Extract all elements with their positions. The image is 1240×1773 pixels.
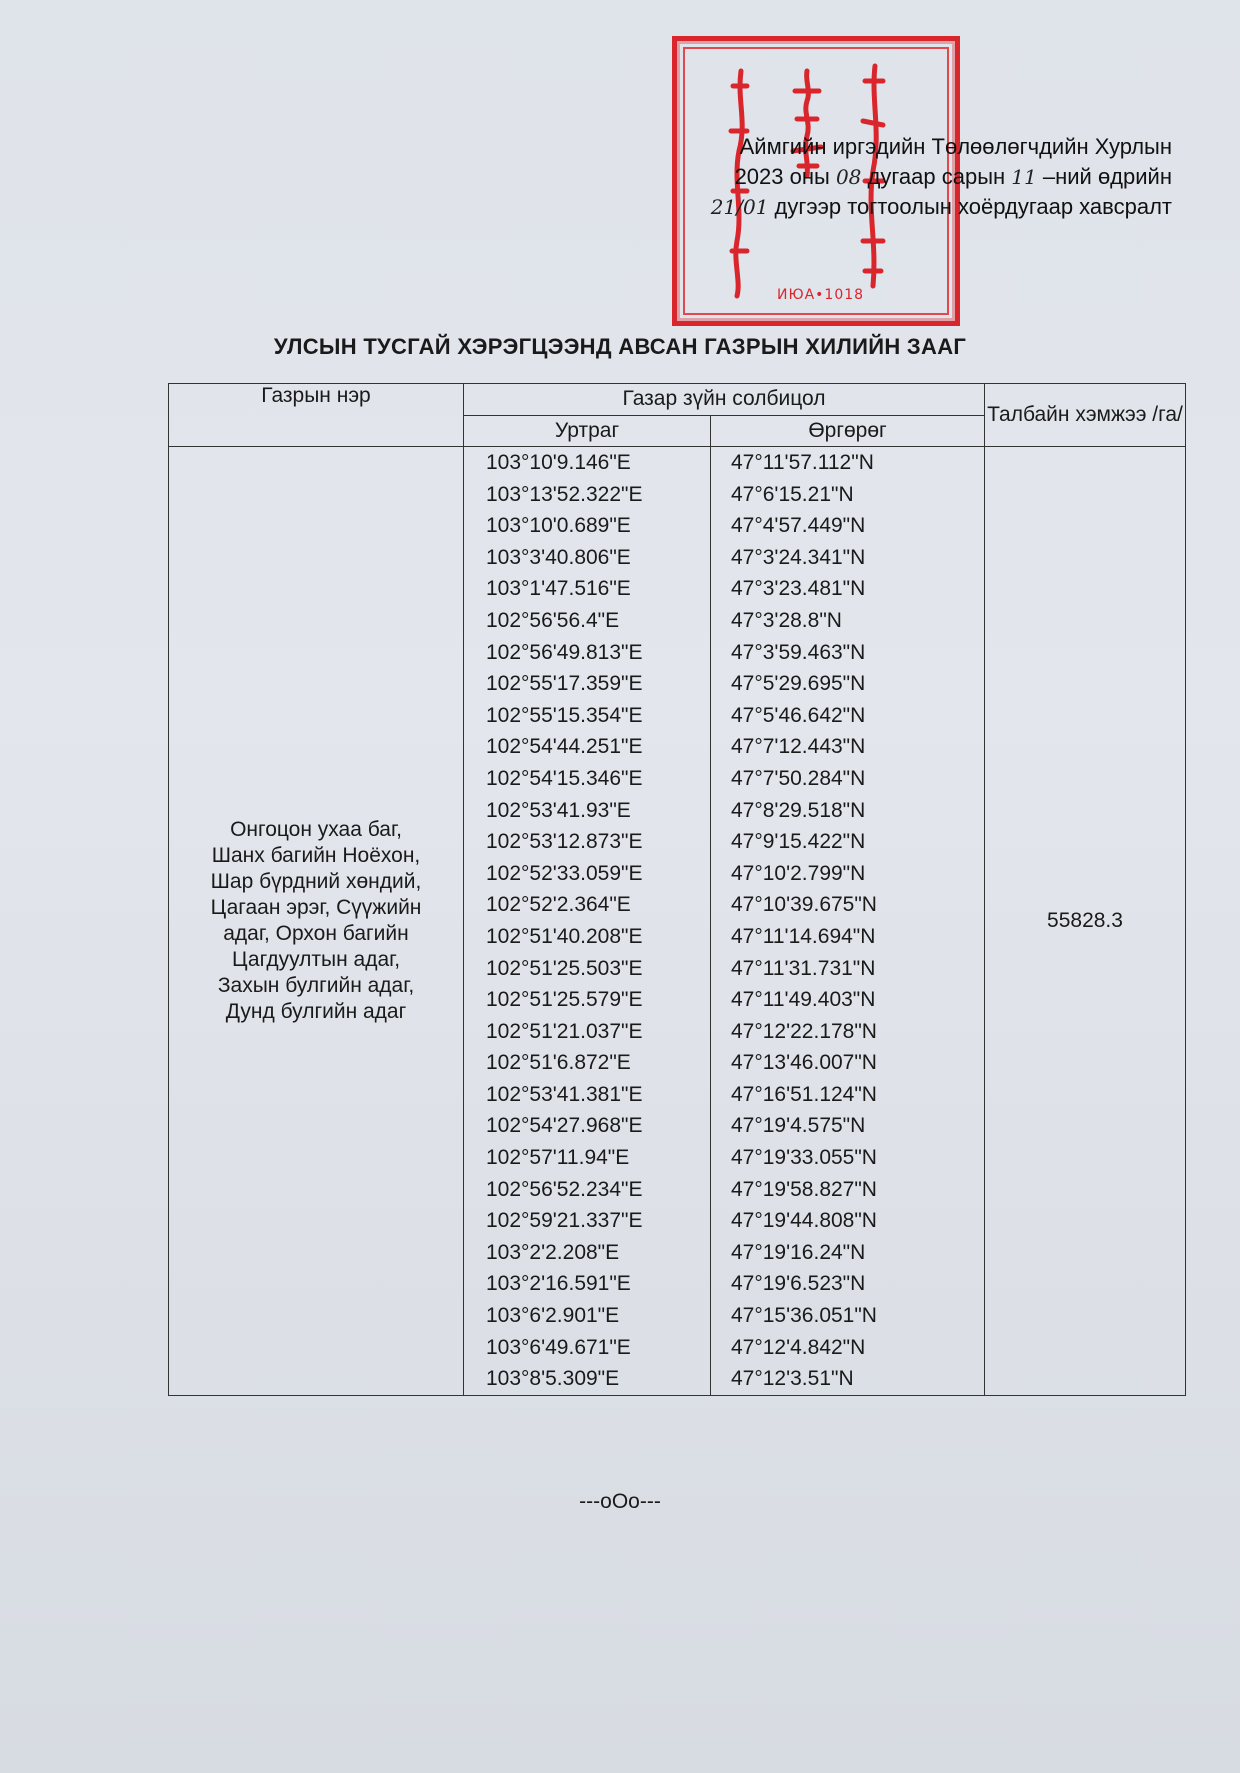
longitude-value: 103°10'0.689"E	[486, 514, 631, 538]
longitude-value: 103°3'40.806"E	[486, 545, 631, 569]
land-name-line: Дунд булгийн адаг	[225, 999, 407, 1023]
land-name-line: адаг, Орхон багийн	[223, 921, 409, 945]
longitude-value: 102°52'33.059"E	[486, 861, 643, 885]
latitude-value: 47°19'33.055"N	[731, 1146, 877, 1170]
longitude-value: 102°59'21.337"E	[486, 1209, 643, 1233]
latitude-value: 47°3'28.8"N	[731, 608, 842, 632]
latitude-value: 47°9'15.422"N	[731, 830, 866, 854]
latitude-value: 47°19'58.827"N	[731, 1177, 877, 1201]
longitude-column	[464, 447, 711, 1396]
land-name-line: Шанх багийн Ноёхон,	[211, 843, 421, 867]
longitude-value: 102°51'25.579"E	[486, 988, 643, 1012]
latitude-value: 47°3'59.463"N	[731, 640, 866, 664]
handwritten-day: 11	[1011, 165, 1037, 189]
longitude-value: 102°54'44.251"E	[486, 735, 643, 759]
latitude-value: 47°11'49.403"N	[731, 988, 876, 1012]
longitude-value: 102°53'41.381"E	[486, 1082, 643, 1106]
longitude-value: 102°51'21.037"E	[486, 1019, 643, 1043]
longitude-value: 102°51'40.208"E	[486, 924, 643, 948]
header-land-name: Газрын нэр	[169, 384, 464, 447]
longitude-value: 102°54'27.968"E	[486, 1114, 643, 1138]
latitude-value: 47°10'2.799"N	[731, 861, 866, 885]
land-name-line: Цагаан эрэг, Сүүжийн	[210, 895, 422, 919]
latitude-value: 47°11'57.112"N	[731, 451, 874, 474]
longitude-value: 102°53'41.93"E	[486, 798, 631, 822]
latitude-value: 47°12'22.178"N	[731, 1019, 877, 1043]
header-latitude: Өргөрөг	[711, 415, 985, 447]
latitude-value: 47°3'24.341"N	[731, 545, 866, 569]
longitude-value: 102°53'12.873"E	[486, 830, 643, 854]
latitude-value: 47°19'4.575"N	[731, 1114, 866, 1138]
seal-code: ИЮА•1018	[777, 287, 865, 303]
latitude-value: 47°11'31.731"N	[731, 956, 876, 980]
latitude-value: 47°12'4.842"N	[731, 1335, 866, 1359]
longitude-value: 103°13'52.322"E	[486, 482, 643, 506]
header-longitude: Уртраг	[464, 415, 711, 447]
longitude-value: 102°51'6.872"E	[486, 1051, 631, 1075]
latitude-column	[711, 447, 985, 1396]
latitude-value: 47°19'44.808"N	[731, 1209, 877, 1233]
latitude-value: 47°8'29.518"N	[731, 798, 866, 822]
annex-line-3: 21/01 дугээр тогтоолын хоёрдугаар хавсралт	[710, 194, 1172, 219]
handwritten-month: 08	[835, 165, 862, 189]
latitude-value: 47°19'6.523"N	[731, 1272, 866, 1296]
document-title: УЛСЫН ТУСГАЙ ХЭРЭГЦЭЭНД АВСАН ГАЗРЫН ХИЛИЙН ЗААГ	[273, 334, 967, 359]
area-value: 55828.3	[985, 447, 1186, 1396]
longitude-value: 102°55'15.354"E	[486, 703, 643, 727]
longitude-value: 102°52'2.364"E	[486, 893, 631, 917]
longitude-value: 103°6'2.901"E	[486, 1304, 620, 1328]
latitude-value: 47°6'15.21"N	[731, 482, 854, 506]
longitude-value: 102°55'17.359"E	[486, 672, 643, 696]
latitude-value: 47°15'36.051"N	[731, 1304, 877, 1328]
longitude-value: 103°6'49.671"E	[486, 1335, 631, 1359]
longitude-value: 103°10'9.146"E	[486, 451, 631, 474]
annex-line-2: 2023 оны 08 дугаар сарын 11 –ний өдрийн	[734, 164, 1172, 189]
latitude-value: 47°11'14.694"N	[731, 924, 876, 948]
header-area: Талбайн хэмжээ /га/	[985, 384, 1186, 447]
latitude-value: 47°7'12.443"N	[731, 735, 866, 759]
longitude-value: 102°56'49.813"E	[486, 640, 643, 664]
latitude-value: 47°16'51.124"N	[731, 1082, 877, 1106]
longitude-value: 102°54'15.346"E	[486, 766, 643, 790]
document-end-mark: ---oOo---	[579, 1490, 661, 1513]
land-name-line: Шар бүрдний хөндий,	[210, 869, 422, 893]
latitude-value: 47°10'39.675"N	[731, 893, 877, 917]
land-name-line: Онгоцон ухаа баг,	[230, 817, 402, 841]
handwritten-resolution-number: 21/01	[710, 195, 769, 219]
latitude-value: 47°7'50.284"N	[731, 766, 866, 790]
latitude-value: 47°5'29.695"N	[731, 672, 866, 696]
land-name-line: Цагдуултын адаг,	[231, 947, 401, 971]
longitude-value: 102°57'11.94"E	[486, 1146, 630, 1170]
latitude-value: 47°5'46.642"N	[731, 703, 866, 727]
longitude-value: 103°2'16.591"E	[486, 1272, 631, 1296]
latitude-value: 47°3'23.481"N	[731, 577, 866, 601]
land-name-cell	[169, 447, 464, 1396]
longitude-value: 103°8'5.309"E	[486, 1367, 620, 1391]
latitude-value: 47°19'16.24"N	[731, 1240, 866, 1264]
longitude-value: 103°2'2.208"E	[486, 1240, 620, 1264]
header-coordinates: Газар зүйн солбицол	[464, 384, 985, 416]
longitude-value: 102°56'52.234"E	[486, 1177, 643, 1201]
latitude-value: 47°4'57.449"N	[731, 514, 866, 538]
boundary-table	[168, 383, 1186, 1396]
longitude-value: 102°56'56.4"E	[486, 608, 620, 632]
longitude-value: 103°1'47.516"E	[486, 577, 631, 601]
longitude-value: 102°51'25.503"E	[486, 956, 643, 980]
latitude-value: 47°13'46.007"N	[731, 1051, 877, 1075]
latitude-value: 47°12'3.51"N	[731, 1367, 854, 1391]
land-name-line: Захын булгийн адаг,	[217, 973, 415, 997]
annex-line-1: Аймгийн иргэдийн Төлөөлөгчдийн Хурлын	[739, 134, 1172, 159]
annex-reference	[711, 132, 1172, 222]
